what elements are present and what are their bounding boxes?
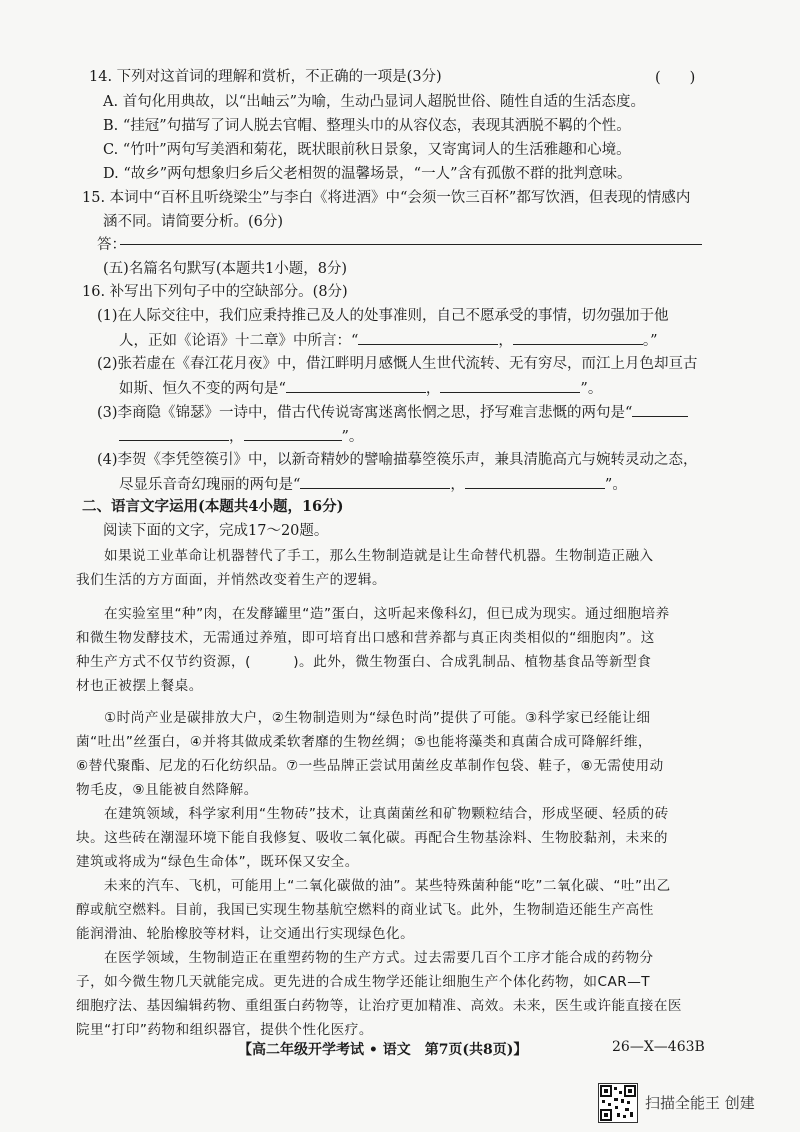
q16-part4-line2 [119,474,627,495]
q16-part3-prefix: (3)李商隐《锦瑟》一诗中，借古代传说寄寓迷离怅惘之思，抒写难言悲慨的两句是“ [97,405,633,421]
passage-p5-l2: 醇或航空燃料。目前，我国已实现生物基航空燃料的商业试飞。此外，生物制造还能生产高性 [76,902,654,918]
q16-part4-blank2[interactable] [465,474,605,489]
reading-intro: 阅读下面的文字，完成17～20题。 [103,523,329,539]
q16-part3-blank1a[interactable] [632,402,688,417]
q16-part3-line2 [119,426,363,447]
passage-p6-l4: 院里“打印”药物和组织器官，提供个性化医疗。 [76,1022,373,1038]
passage-p6-l1: 在医学领域，生物制造正在重塑药物的生产方式。过去需要几百个工序才能合成的药物分 [104,950,654,966]
q16-part3-blank1b[interactable] [119,426,229,441]
passage-p1-l2: 我们生活的方方面面，并悄然改变着生产的逻辑。 [76,572,387,588]
passage-p2-l2: 和微生物发酵技术，无需通过养殖，即可培育出口感和营养都与真正肉类相似的“细胞肉”。这 [76,630,655,646]
passage-p1-l1: 如果说工业革命让机器替代了手工，那么生物制造就是让生命替代机器。生物制造正融入 [104,548,654,564]
q16-part4-sep: ， [450,477,465,493]
q16-part4-line1: (4)李贺《李凭箜篌引》中，以新奇精妙的譬喻描摹箜篌乐声，兼具清脆高亢与婉转灵动之态， [97,452,698,468]
q16-part1-line2 [119,330,658,351]
q14-answer-paren: ( ) [655,70,696,86]
passage-p5-l1: 未来的汽车、飞机，可能用上“二氧化碳做的油”。某些特殊菌种能“吃”二氧化碳、“吐”出乙 [104,878,671,894]
passage-p6-l2: 子，如今微生物几天就能完成。更先进的合成生物学还能让细胞生产个体化药物，如CAR—T [76,974,651,990]
q14-option-b: B. “挂冠”句描写了词人脱去官帽、整理头巾的从容仪态，表现其洒脱不羁的个性。 [103,118,631,134]
q16-part4-end: ”。 [604,477,627,493]
q16-part2-end: ”。 [580,381,603,397]
footer-code: 26—X—463B [612,1039,705,1055]
section5-heading: (五)名篇名句默写(本题共1小题，8分) [103,261,348,277]
passage-p3-l4: 物毛皮，⑨且能被自然降解。 [76,782,258,798]
scanner-watermark: 扫描全能王 创建 [645,1094,755,1112]
q16-part2-line2 [119,378,602,399]
q16-part4-prefix: 尽显乐音奇幻瑰丽的两句是“ [119,477,301,493]
passage-p3-l3: ⑥替代聚酯、尼龙的石化纺织品。⑦一些品牌正尝试用菌丝皮革制作包袋、鞋子，⑧无需使用动 [76,758,664,774]
q16-part1-end: 。” [642,333,658,349]
footer-title: 【高二年级开学考试 • 语文 第7页(共8页)】 [238,1042,528,1058]
passage-p3-l2: 菌“吐出”丝蛋白，④并将其做成柔软奢靡的生物丝绸；⑤也能将藻类和真菌合成可降解纤维， [76,734,653,750]
qr-code-icon [598,1083,638,1123]
q16-part2-line1: (2)张若虚在《春江花月夜》中，借江畔明月感慨人生世代流转、无有穷尽，而江上月色却亘古 [97,356,698,372]
q16-part1-prefix: 人，正如《论语》十二章》中所言：“ [119,333,359,349]
q15-answer-label: 答： [97,237,126,253]
q16-part4-blank1[interactable] [300,474,450,489]
passage-p5-l3: 能润滑油、轮胎橡胶等材料，让交通出行实现绿色化。 [76,926,415,942]
q16-part2-sep: ， [425,381,441,397]
q15-stem-line2: 涵不同。请简要分析。(6分) [103,214,284,230]
q14-option-d: D. “故乡”两句想象归乡后父老相贺的温馨场景，“一人”含有孤傲不群的批判意味。 [103,166,632,182]
q16-part2-prefix: 如斯、恒久不变的两句是“ [119,381,286,397]
q16-part1-sep: ， [498,333,513,349]
passage-p2-l3: 种生产方式不仅节约资源，( )。此外，微生物蛋白、合成乳制品、植物基食品等新型食 [76,654,652,670]
q16-part2-blank1[interactable] [286,378,426,393]
q16-part1-blank1[interactable] [358,330,498,345]
passage-p4-l2: 块。这些砖在潮湿环境下能自我修复、吸收二氧化碳。再配合生物基涂料、生物胶黏剂，未来的 [76,830,668,846]
passage-p2-l1: 在实验室里“种”肉，在发酵罐里“造”蛋白，这听起来像科幻，但已成为现实。通过细胞培养 [104,606,670,622]
passage-p2-l4: 材也正被摆上餐桌。 [76,678,203,694]
q14-stem: 14. 下列对这首词的理解和赏析，不正确的一项是(3分) [89,69,442,85]
q14-option-a: A. 首句化用典故，以“出岫云”为喻，生动凸显词人超脱世俗、随性自适的生活态度。 [103,94,646,110]
passage-p4-l3: 建筑或将成为“绿色生命体”，既环保又安全。 [76,854,359,870]
q16-part3-sep: ， [229,429,244,445]
q14-option-c: C. “竹叶”两句写美酒和菊花，既状眼前秋日景象，又寄寓词人的生活雅趣和心境。 [103,142,631,158]
q16-part3-end: ”。 [341,429,364,445]
q16-part2-blank2[interactable] [440,378,580,393]
q16-part1-blank2[interactable] [513,330,643,345]
passage-p6-l3: 细胞疗法、基因编辑药物、重组蛋白药物等，让治疗更加精准、高效。未来，医生或许能直接在医 [76,998,683,1014]
q16-part3-blank2[interactable] [244,426,342,441]
q16-stem: 16. 补写出下列句子中的空缺部分。(8分) [82,284,348,300]
q15-stem-line1: 15. 本词中“百杯且听绕梁尘”与李白《将进酒》中“会须一饮三百杯”都写饮酒，但表现的情感内 [82,190,691,206]
passage-p4-l1: 在建筑领域，科学家利用“生物砖”技术，让真菌菌丝和矿物颗粒结合，形成坚硬、轻质的砖 [104,806,669,822]
q16-part3-line1 [97,402,688,423]
section2-heading: 二、语言文字运用(本题共4小题，16分) [82,498,344,515]
q15-answer-line [120,244,702,245]
q16-part1-line1: (1)在人际交往中，我们应秉持推己及人的处事准则，自己不愿承受的事情，切勿强加于他 [97,308,669,324]
passage-p3-l1: ①时尚产业是碳排放大户，②生物制造则为“绿色时尚”提供了可能。③科学家已经能让细 [104,710,651,726]
